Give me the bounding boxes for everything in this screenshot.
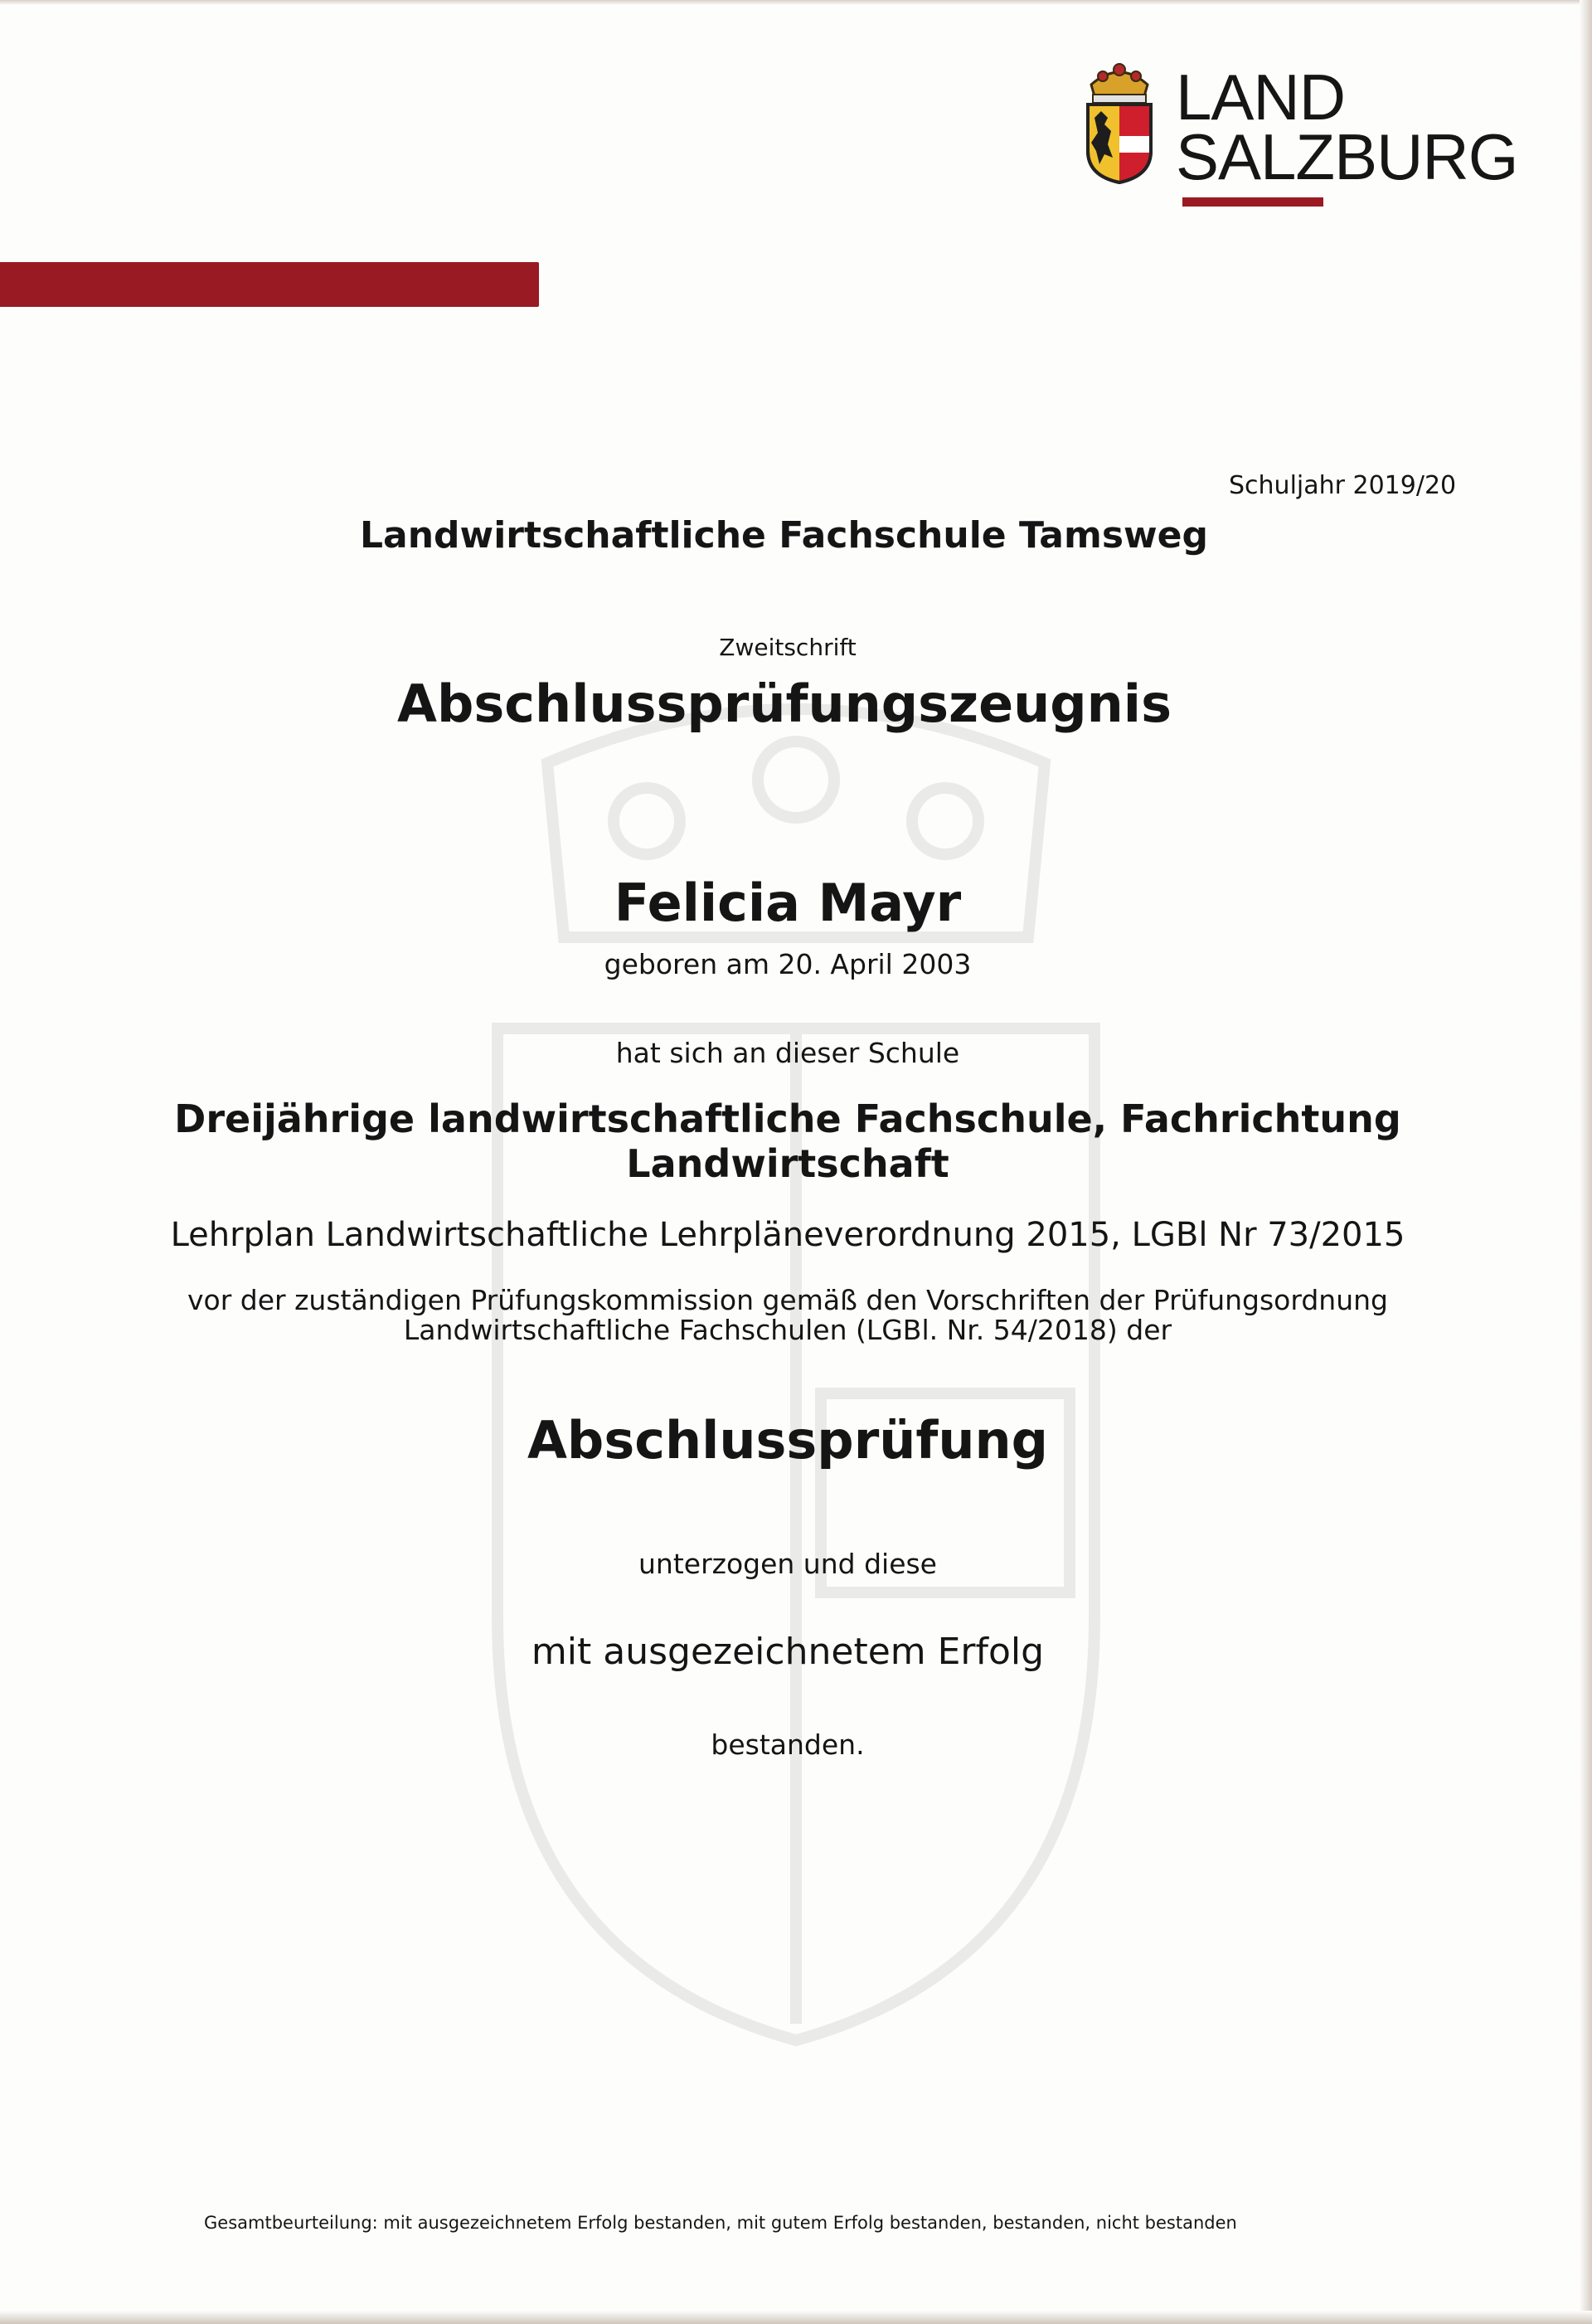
red-accent-bar	[0, 262, 539, 307]
program-line-1: Dreijährige landwirtschaftliche Fachschule, Fachrichtung	[174, 1096, 1401, 1141]
salzburg-crest-icon	[1083, 60, 1156, 184]
curriculum-text: Lehrplan Landwirtschaftliche Lehrpläneverordnung 2015, LGBl Nr 73/2015	[170, 1216, 1405, 1254]
student-name: Felicia Mayr	[614, 873, 962, 933]
regulation-line-1: vor der zuständigen Prüfungskommission gemäß den Vorschriften der Prüfungsordnung	[187, 1284, 1388, 1316]
birth-date-line: geboren am 20. April 2003	[604, 948, 972, 980]
logo-underline	[1182, 197, 1323, 207]
program-line-2: Landwirtschaft	[626, 1141, 949, 1186]
school-year: Schuljahr 2019/20	[1229, 471, 1457, 500]
underwent-text: unterzogen und diese	[638, 1548, 937, 1580]
paper-edge-right	[1580, 0, 1592, 2324]
paper-edge-top	[0, 0, 1592, 5]
exam-title: Abschlussprüfung	[527, 1410, 1049, 1471]
school-name: Landwirtschaftliche Fachschule Tamsweg	[360, 514, 1208, 557]
regulation-line-2: Landwirtschaftliche Fachschulen (LGBl. Nr. 54/2018) der	[403, 1314, 1172, 1346]
regulation-text	[0, 1286, 1575, 1345]
land-salzburg-logo	[1083, 58, 1518, 216]
program-name	[0, 1096, 1575, 1186]
logo-text-land: LAND	[1176, 61, 1346, 134]
grading-scale-footnote: Gesamtbeurteilung: mit ausgezeichnetem Erfolg bestanden, mit gutem Erfolg bestanden, bestanden, nicht bestanden	[204, 2213, 1237, 2233]
overall-grade: mit ausgezeichnetem Erfolg	[531, 1631, 1045, 1673]
copy-note: Zweitschrift	[719, 634, 857, 661]
passed-text: bestanden.	[711, 1728, 865, 1761]
logo-text-salzburg: SALZBURG	[1176, 120, 1518, 193]
document-title: Abschlussprüfungszeugnis	[397, 673, 1172, 734]
paper-edge-bottom	[0, 2311, 1592, 2324]
intro-text: hat sich an dieser Schule	[615, 1037, 960, 1069]
